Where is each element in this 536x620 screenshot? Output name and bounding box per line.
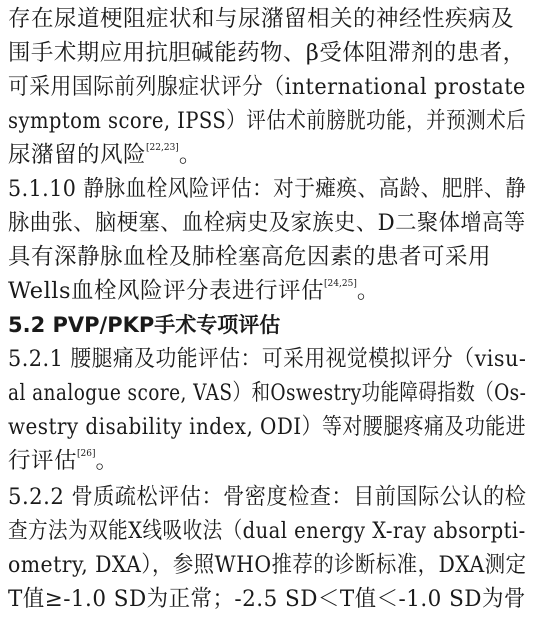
section-5-1-10-line bbox=[8, 172, 526, 206]
line-tail: 。 bbox=[95, 448, 119, 474]
line-text: 尿潴留的风险 bbox=[8, 142, 147, 168]
line-text: ometry, DXA），参照WHO推荐的诊断标准，DXA测定 bbox=[8, 552, 527, 578]
line-text: 5.2.1 腰腿痛及功能评估：可采用视觉模拟评分（visu- bbox=[8, 346, 527, 372]
line-text: Wells血栓风险评分表进行评估 bbox=[8, 278, 325, 304]
text-line bbox=[8, 444, 119, 478]
text-line bbox=[8, 104, 526, 138]
citation-superscript: [24,25] bbox=[324, 279, 357, 289]
line-text: 5.1.10 静脉血栓风险评估：对于瘫痪、高龄、肥胖、静 bbox=[8, 176, 527, 202]
text-line bbox=[8, 2, 514, 36]
line-text: al analogue score, VAS）和Oswestry功能障碍指数（Os- bbox=[8, 380, 527, 406]
text-line bbox=[8, 206, 526, 240]
text-line bbox=[8, 376, 526, 410]
text-line bbox=[8, 514, 526, 548]
line-text: 行评估 bbox=[8, 448, 78, 474]
citation-superscript: [26] bbox=[77, 449, 96, 459]
text-line bbox=[8, 548, 526, 582]
text-line bbox=[8, 274, 380, 308]
line-tail: 。 bbox=[356, 278, 380, 304]
text-line bbox=[8, 240, 491, 274]
text-line bbox=[8, 70, 526, 104]
text-line bbox=[8, 582, 526, 616]
line-text: 可采用国际前列腺症状评分（international prostate bbox=[8, 74, 526, 100]
line-text: 查方法为双能X线吸收法（dual energy X-ray absorpti- bbox=[8, 518, 526, 544]
line-text: 脉曲张、脑梗塞、血栓病史及家族史、D二聚体增高等 bbox=[8, 210, 526, 236]
line-text: 围手术期应用抗胆碱能药物、β受体阻滞剂的患者， bbox=[8, 40, 526, 66]
line-text: 5.2.2 骨质疏松评估：骨密度检查：目前国际公认的检 bbox=[8, 484, 527, 510]
text-line bbox=[8, 138, 202, 172]
line-text: 存在尿道梗阻症状和与尿潴留相关的神经性疾病及 bbox=[8, 6, 515, 32]
section-heading bbox=[8, 308, 280, 342]
line-text: T值≥-1.0 SD为正常；-2.5 SD＜T值＜-1.0 SD为骨 bbox=[8, 586, 526, 612]
line-text: symptom score, IPSS）评估术前膀胱功能，并预测术后 bbox=[8, 108, 527, 134]
line-tail: 。 bbox=[178, 142, 202, 168]
citation-superscript: [22,23] bbox=[146, 143, 179, 153]
text-line bbox=[8, 410, 526, 444]
line-text: 具有深静脉血栓及肺栓塞高危因素的患者可采用 bbox=[8, 244, 492, 270]
line-text: westry disability index, ODI）等对腰腿疼痛及功能进 bbox=[8, 414, 527, 440]
section-5-2-2-line bbox=[8, 480, 526, 514]
text-line bbox=[8, 36, 526, 70]
heading-text: 5.2 PVP/PKP手术专项评估 bbox=[8, 313, 281, 337]
section-5-2-1-line bbox=[8, 342, 526, 376]
